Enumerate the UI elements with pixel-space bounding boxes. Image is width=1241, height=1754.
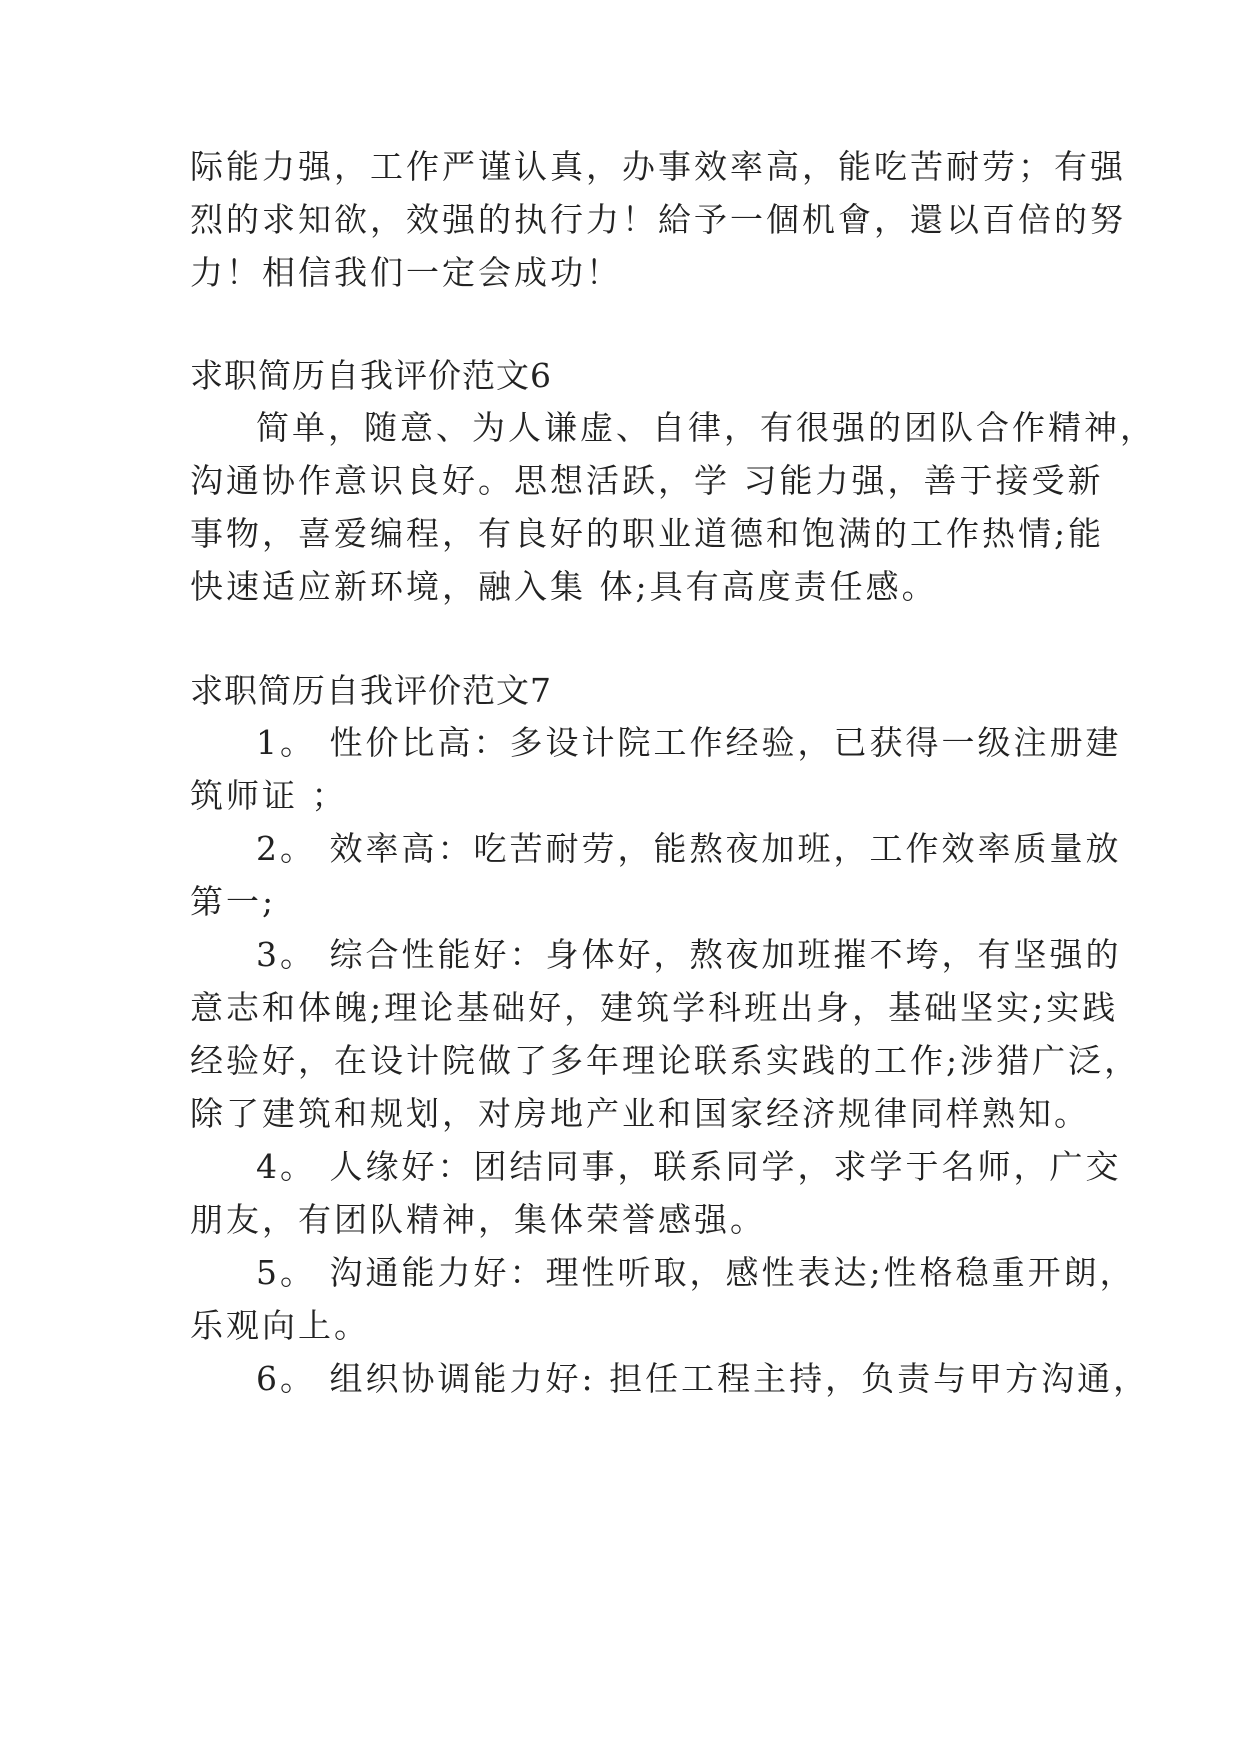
paragraph-line: 际能力强，工作严谨认真，办事效率高，能吃苦耐劳；有强 bbox=[190, 147, 1126, 186]
list-item-line: 意志和体魄;理论基础好，建筑学科班出身，基础坚实;实践 bbox=[190, 988, 1119, 1027]
paragraph-line: 力！相信我们一定会成功！ bbox=[190, 253, 622, 292]
paragraph-line: 事物，喜爱编程，有良好的职业道德和饱满的工作热情;能 bbox=[190, 514, 1105, 553]
list-item-line: 乐观向上。 bbox=[190, 1306, 370, 1345]
paragraph-line: 快速适应新环境，融入集 体;具有高度责任感。 bbox=[190, 567, 938, 606]
paragraph-line: 简单，随意、为人谦虚、自律，有很强的团队合作精神， bbox=[256, 408, 1156, 447]
paragraph-line: 烈的求知欲，效强的执行力！給予一個机會，還以百倍的努 bbox=[190, 200, 1126, 239]
list-item-line: 2。 效率高：吃苦耐劳，能熬夜加班，工作效率质量放 bbox=[256, 829, 1122, 868]
list-item-line: 4。 人缘好：团结同事，联系同学，求学于名师，广交 bbox=[256, 1147, 1122, 1186]
section-heading: 求职简历自我评价范文6 bbox=[190, 356, 552, 395]
list-item-line: 朋友，有团队精神，集体荣誉感强。 bbox=[190, 1200, 766, 1239]
list-item-line: 6。 组织协调能力好: 担任工程主持，负责与甲方沟通， bbox=[256, 1359, 1150, 1398]
list-item-line: 筑师证 ； bbox=[190, 776, 348, 815]
list-item-line: 3。 综合性能好：身体好，熬夜加班摧不垮，有坚强的 bbox=[256, 935, 1122, 974]
list-item-line: 除了建筑和规划，对房地产业和国家经济规律同样熟知。 bbox=[190, 1094, 1090, 1133]
paragraph-line: 沟通协作意识良好。思想活跃，学 习能力强，善于接受新 bbox=[190, 461, 1104, 500]
list-item-line: 5。 沟通能力好：理性听取，感性表达;性格稳重开朗， bbox=[256, 1253, 1136, 1292]
section-heading: 求职简历自我评价范文7 bbox=[190, 671, 552, 710]
list-item-line: 1。 性价比高：多设计院工作经验，已获得一级注册建 bbox=[256, 723, 1122, 762]
list-item-line: 第一; bbox=[190, 882, 277, 921]
list-item-line: 经验好，在设计院做了多年理论联系实践的工作;涉猎广泛， bbox=[190, 1041, 1141, 1080]
